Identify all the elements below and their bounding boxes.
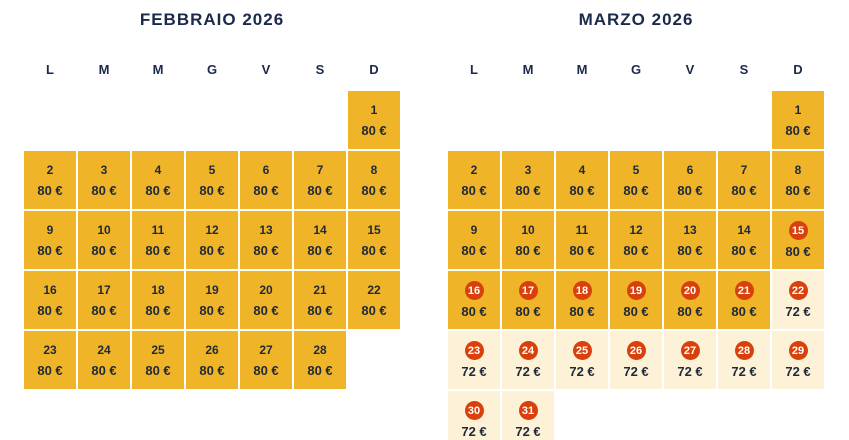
day-cell[interactable] (347, 90, 401, 150)
day-number-badge: 18 (573, 281, 592, 300)
day-cell[interactable] (447, 150, 501, 210)
day-price: 72 € (677, 364, 703, 379)
month-panel-february (0, 0, 424, 440)
day-number-badge: 27 (681, 341, 700, 360)
day-number-badge: 29 (789, 341, 808, 360)
empty-cell (663, 90, 717, 150)
month-panel-march (424, 0, 848, 440)
day-number: 16 (43, 282, 57, 297)
day-cell[interactable] (185, 270, 239, 330)
day-number: 22 (367, 282, 381, 297)
day-price: 80 € (623, 242, 649, 258)
empty-cell (23, 90, 77, 150)
day-cell[interactable] (239, 210, 293, 270)
day-price: 80 € (785, 122, 811, 138)
weekday-label: M (576, 61, 588, 77)
weekday-label: S (315, 61, 325, 77)
day-price: 80 € (145, 362, 171, 378)
day-price: 80 € (361, 302, 387, 318)
day-cell[interactable] (131, 150, 185, 210)
day-cell[interactable] (239, 150, 293, 210)
day-price: 80 € (37, 242, 63, 258)
day-number: 4 (578, 162, 586, 177)
day-cell[interactable] (293, 210, 347, 270)
day-cell[interactable] (131, 210, 185, 270)
day-number: 3 (100, 162, 108, 177)
day-price: 80 € (361, 122, 387, 138)
day-number-badge: 21 (735, 281, 754, 300)
day-number: 3 (524, 162, 532, 177)
day-price: 72 € (731, 364, 757, 379)
day-cell[interactable] (293, 150, 347, 210)
day-cell[interactable] (23, 330, 77, 390)
day-price: 80 € (145, 302, 171, 318)
day-number: 1 (370, 102, 378, 117)
day-price: 80 € (515, 182, 541, 198)
day-number: 7 (316, 162, 324, 177)
day-cell[interactable] (717, 210, 771, 270)
day-number: 13 (259, 222, 273, 237)
day-number: 17 (97, 282, 111, 297)
weekday-header-row (424, 54, 848, 84)
day-price: 80 € (253, 362, 279, 378)
day-cell[interactable] (185, 330, 239, 390)
day-price: 80 € (91, 362, 117, 378)
day-cell[interactable] (77, 270, 131, 330)
empty-cell (501, 90, 555, 150)
day-cell[interactable] (717, 270, 771, 330)
weekday-label: G (630, 61, 642, 77)
weekday-label: S (739, 61, 749, 77)
day-cell[interactable] (501, 210, 555, 270)
day-number: 7 (740, 162, 748, 177)
day-price: 80 € (199, 182, 225, 198)
day-cell[interactable] (185, 210, 239, 270)
day-cell[interactable] (23, 270, 77, 330)
day-number: 15 (367, 222, 381, 237)
day-cell[interactable] (771, 150, 825, 210)
empty-cell (131, 90, 185, 150)
day-price: 80 € (307, 302, 333, 318)
day-price: 80 € (569, 242, 595, 258)
weekday-label: M (152, 61, 164, 77)
weekday-label: V (685, 61, 695, 77)
day-cell[interactable] (771, 330, 825, 390)
day-number: 20 (259, 282, 273, 297)
day-cell[interactable] (663, 150, 717, 210)
day-grid (424, 90, 848, 440)
day-price: 80 € (361, 182, 387, 198)
day-cell[interactable] (609, 150, 663, 210)
day-number-badge: 20 (681, 281, 700, 300)
day-price: 80 € (307, 182, 333, 198)
day-number-badge: 15 (789, 221, 808, 240)
day-price: 80 € (91, 182, 117, 198)
day-price: 80 € (731, 304, 757, 319)
day-price: 72 € (785, 304, 811, 319)
day-number: 11 (575, 222, 589, 237)
day-price: 80 € (623, 304, 649, 319)
day-cell[interactable] (501, 270, 555, 330)
day-price: 80 € (785, 182, 811, 198)
empty-cell (609, 90, 663, 150)
day-number-badge: 19 (627, 281, 646, 300)
day-cell[interactable] (23, 150, 77, 210)
day-price: 80 € (91, 302, 117, 318)
day-number: 2 (46, 162, 54, 177)
day-price: 80 € (253, 242, 279, 258)
empty-cell (447, 90, 501, 150)
day-price: 80 € (731, 242, 757, 258)
day-price: 80 € (91, 242, 117, 258)
day-number: 19 (205, 282, 219, 297)
day-number: 13 (683, 222, 697, 237)
day-price: 80 € (515, 304, 541, 319)
day-cell[interactable] (663, 210, 717, 270)
day-price: 80 € (37, 362, 63, 378)
day-cell[interactable] (717, 150, 771, 210)
day-number: 1 (794, 102, 802, 117)
day-price: 72 € (785, 364, 811, 379)
day-price: 80 € (461, 182, 487, 198)
day-cell[interactable] (447, 330, 501, 390)
day-price: 80 € (569, 304, 595, 319)
day-cell[interactable] (717, 330, 771, 390)
day-price: 80 € (515, 242, 541, 258)
weekday-label: D (793, 61, 803, 77)
day-number-badge: 25 (573, 341, 592, 360)
day-cell[interactable] (131, 270, 185, 330)
day-price: 80 € (253, 182, 279, 198)
empty-cell (185, 90, 239, 150)
day-cell[interactable] (555, 330, 609, 390)
day-number: 14 (313, 222, 327, 237)
day-cell[interactable] (239, 270, 293, 330)
day-number: 6 (262, 162, 270, 177)
day-number-badge: 17 (519, 281, 538, 300)
weekday-label: L (46, 61, 54, 77)
day-number-badge: 31 (519, 401, 538, 420)
day-cell[interactable] (293, 270, 347, 330)
day-cell[interactable] (185, 150, 239, 210)
day-number: 5 (632, 162, 640, 177)
day-price: 80 € (145, 182, 171, 198)
day-number: 10 (97, 222, 111, 237)
day-cell[interactable] (23, 210, 77, 270)
day-price: 80 € (785, 244, 811, 259)
empty-cell (555, 90, 609, 150)
day-number: 8 (370, 162, 378, 177)
day-cell[interactable] (77, 150, 131, 210)
weekday-label: D (369, 61, 379, 77)
day-cell[interactable] (447, 390, 501, 440)
day-number: 5 (208, 162, 216, 177)
day-number-badge: 24 (519, 341, 538, 360)
day-price: 80 € (37, 302, 63, 318)
day-price: 80 € (307, 362, 333, 378)
day-cell[interactable] (239, 330, 293, 390)
empty-cell (77, 90, 131, 150)
weekday-header-row (0, 54, 424, 84)
day-price: 80 € (677, 242, 703, 258)
day-grid (0, 90, 424, 390)
day-number: 6 (686, 162, 694, 177)
day-price: 80 € (199, 302, 225, 318)
weekday-label: M (98, 61, 110, 77)
day-number: 27 (259, 342, 273, 357)
day-number: 2 (470, 162, 478, 177)
empty-cell (717, 90, 771, 150)
day-cell[interactable] (663, 330, 717, 390)
day-price: 72 € (515, 364, 541, 379)
day-number: 23 (43, 342, 57, 357)
day-price: 80 € (37, 182, 63, 198)
day-number: 24 (97, 342, 111, 357)
day-price: 80 € (677, 182, 703, 198)
day-price: 80 € (199, 242, 225, 258)
day-cell[interactable] (609, 330, 663, 390)
day-number: 12 (629, 222, 643, 237)
day-number-badge: 23 (465, 341, 484, 360)
day-number: 12 (205, 222, 219, 237)
day-cell[interactable] (555, 270, 609, 330)
day-price: 72 € (515, 424, 541, 439)
weekday-label: V (261, 61, 271, 77)
day-cell[interactable] (77, 210, 131, 270)
day-price: 80 € (677, 304, 703, 319)
day-cell[interactable] (501, 330, 555, 390)
day-price: 72 € (461, 364, 487, 379)
day-number-badge: 16 (465, 281, 484, 300)
day-number: 21 (313, 282, 327, 297)
month-title: FEBBRAIO 2026 (139, 10, 285, 29)
month-title: MARZO 2026 (578, 10, 694, 29)
day-cell[interactable] (609, 270, 663, 330)
day-number: 26 (205, 342, 219, 357)
empty-cell (293, 90, 347, 150)
day-price: 80 € (361, 242, 387, 258)
day-price: 80 € (461, 242, 487, 258)
day-price: 80 € (461, 304, 487, 319)
day-number: 4 (154, 162, 162, 177)
day-cell[interactable] (347, 210, 401, 270)
day-number: 25 (151, 342, 165, 357)
day-price: 80 € (145, 242, 171, 258)
day-cell[interactable] (501, 150, 555, 210)
day-cell[interactable] (609, 210, 663, 270)
day-number-badge: 22 (789, 281, 808, 300)
day-number: 14 (737, 222, 751, 237)
day-cell[interactable] (771, 210, 825, 270)
day-number: 18 (151, 282, 165, 297)
day-number: 11 (151, 222, 165, 237)
day-number-badge: 30 (465, 401, 484, 420)
day-number: 10 (521, 222, 535, 237)
day-price: 72 € (623, 364, 649, 379)
day-cell[interactable] (293, 330, 347, 390)
empty-cell (239, 90, 293, 150)
weekday-label: G (206, 61, 218, 77)
day-price: 80 € (307, 242, 333, 258)
day-cell[interactable] (555, 210, 609, 270)
day-number: 9 (46, 222, 54, 237)
day-price: 72 € (461, 424, 487, 439)
day-cell[interactable] (663, 270, 717, 330)
day-price: 80 € (731, 182, 757, 198)
weekday-label: L (470, 61, 478, 77)
day-cell[interactable] (771, 90, 825, 150)
day-cell[interactable] (447, 210, 501, 270)
weekday-label: M (522, 61, 534, 77)
day-number-badge: 28 (735, 341, 754, 360)
day-cell[interactable] (77, 330, 131, 390)
day-cell[interactable] (131, 330, 185, 390)
day-cell[interactable] (501, 390, 555, 440)
day-cell[interactable] (447, 270, 501, 330)
day-cell[interactable] (347, 270, 401, 330)
day-number: 28 (313, 342, 327, 357)
day-number-badge: 26 (627, 341, 646, 360)
day-number: 9 (470, 222, 478, 237)
day-price: 80 € (569, 182, 595, 198)
day-cell[interactable] (771, 270, 825, 330)
day-price: 72 € (569, 364, 595, 379)
day-price: 80 € (623, 182, 649, 198)
day-cell[interactable] (555, 150, 609, 210)
day-number: 8 (794, 162, 802, 177)
day-cell[interactable] (347, 150, 401, 210)
day-price: 80 € (199, 362, 225, 378)
day-price: 80 € (253, 302, 279, 318)
